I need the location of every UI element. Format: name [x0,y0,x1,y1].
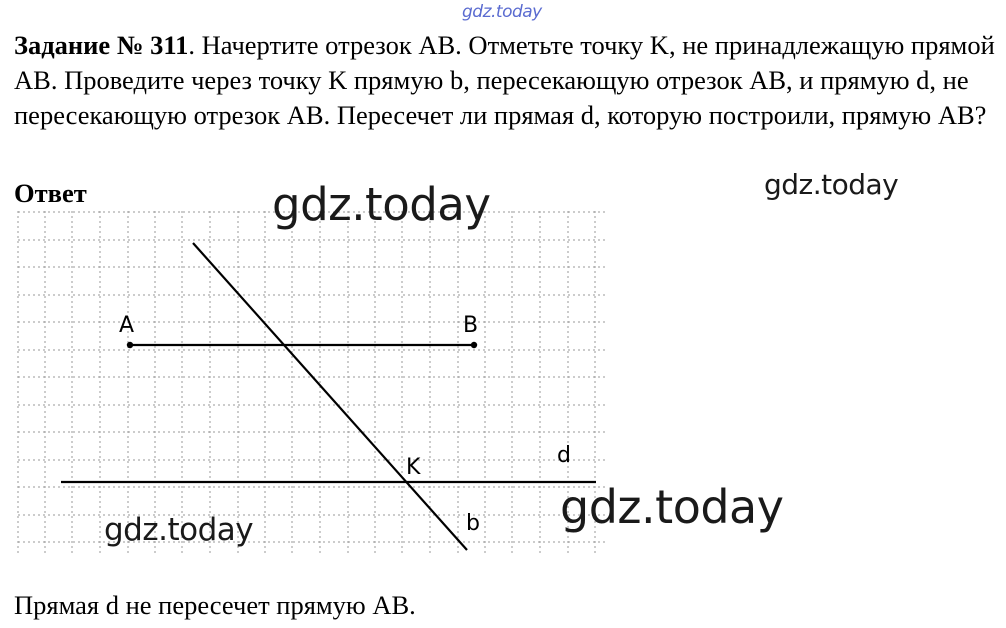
label-k: K [406,455,421,480]
line-b [193,243,467,550]
label-a: A [119,313,135,338]
point-a [127,342,133,348]
watermark-middle: gdz.today [272,178,491,231]
point-b [471,342,477,348]
watermark-right: gdz.today [764,168,899,201]
answer-heading: Ответ [14,178,87,208]
label-line-b: b [466,511,480,536]
watermark-top: gdz.today [462,2,542,22]
task-number: Задание № 311 [14,30,189,60]
label-line-d: d [557,443,571,468]
watermark-big-right: gdz.today [560,480,784,534]
watermark-left: gdz.today [104,512,254,548]
task-text: . Начертите отрезок АВ. Отметьте точку K, не принадлежащую прямой АВ. Проведите через точку K прямую b, пересекающую отрезок АВ, и прямую d, не пересекающую отрезок АВ. Пересечет ли прямая d, которую построили, прямую АВ? [14,30,995,130]
conclusion-text: Прямая d не пересечет прямую АВ. [14,590,416,620]
label-b: B [463,313,479,338]
grid [18,211,605,553]
